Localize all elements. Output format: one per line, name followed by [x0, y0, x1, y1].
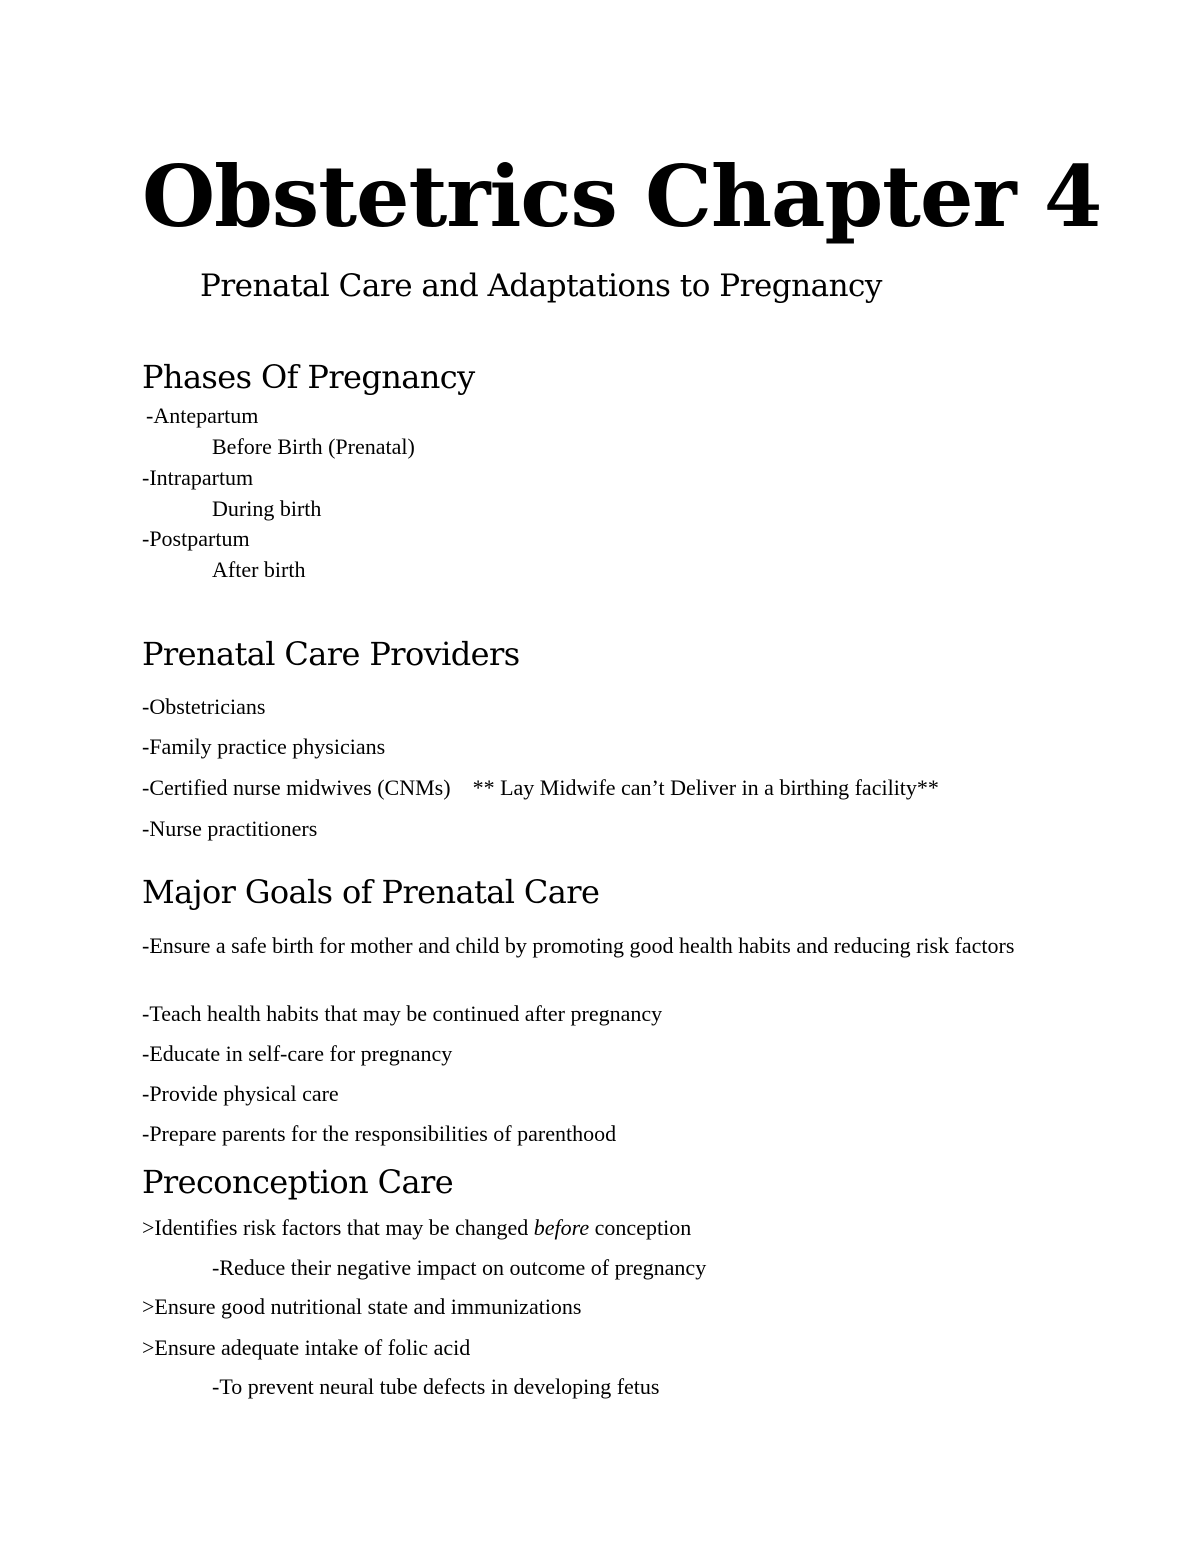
phase-term: -Intrapartum [142, 465, 254, 490]
provider-item: -Obstetricians [142, 694, 266, 719]
phase-term: -Antepartum [146, 403, 259, 428]
heading-providers: Prenatal Care Providers [142, 635, 520, 673]
heading-phases: Phases Of Pregnancy [142, 358, 475, 396]
phase-desc: Before Birth (Prenatal) [212, 434, 415, 459]
preconception-item: >Ensure good nutritional state and immunizations [142, 1294, 582, 1319]
goal-item: -Teach health habits that may be continued after pregnancy [142, 1001, 663, 1026]
document-subtitle: Prenatal Care and Adaptations to Pregnancy [200, 268, 882, 304]
provider-item: -Certified nurse midwives (CNMs) [142, 775, 451, 800]
goal-item: -Prepare parents for the responsibilities of parenthood [142, 1121, 617, 1146]
preconception-subitem: -To prevent neural tube defects in developing fetus [212, 1374, 660, 1399]
provider-note: ** Lay Midwife can’t Deliver in a birthing facility** [472, 775, 939, 800]
heading-preconception: Preconception Care [142, 1163, 454, 1201]
emphasis-text: before [533, 1215, 590, 1240]
provider-item-row [142, 774, 939, 802]
document-title: Obstetrics Chapter 4 [142, 147, 1102, 246]
phase-desc: After birth [212, 557, 306, 582]
provider-item: -Nurse practitioners [142, 816, 318, 841]
heading-goals: Major Goals of Prenatal Care [142, 873, 600, 911]
preconception-item [142, 1214, 691, 1242]
phase-term: -Postpartum [142, 526, 250, 551]
preconception-item: >Ensure adequate intake of folic acid [142, 1335, 471, 1360]
preconception-text: >Identifies risk factors that may be changed [142, 1215, 534, 1240]
preconception-subitem: -Reduce their negative impact on outcome of pregnancy [212, 1255, 707, 1280]
goal-item: -Provide physical care [142, 1081, 339, 1106]
provider-item: -Family practice physicians [142, 734, 386, 759]
goal-item: -Educate in self-care for pregnancy [142, 1041, 453, 1066]
goal-item: -Ensure a safe birth for mother and child by promoting good health habits and reducing risk factors [142, 933, 1015, 958]
preconception-text: conception [589, 1215, 692, 1240]
phase-desc: During birth [212, 496, 322, 521]
